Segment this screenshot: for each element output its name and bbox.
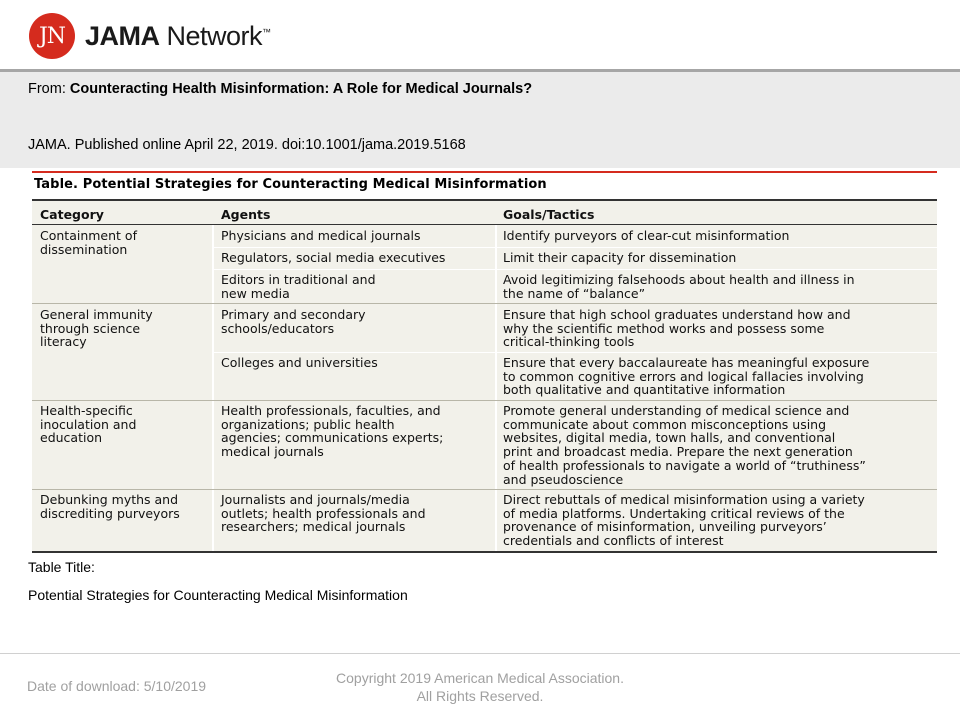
goals-cell: Avoid legitimizing falsehoods about health and illness in the name of “balance” <box>503 272 855 301</box>
goals-cell: Identify purveyors of clear-cut misinformation <box>503 228 790 243</box>
logo-wordmark: JAMA Network™ <box>85 20 271 51</box>
row-divider <box>214 247 937 248</box>
category-cell: Containment of dissemination <box>40 228 137 257</box>
agents-cell: Primary and secondary schools/educators <box>221 307 366 336</box>
column-divider <box>495 401 497 489</box>
download-date: Date of download: 5/10/2019 <box>27 678 207 694</box>
agents-cell: Journalists and journals/media outlets; health professionals and researchers; medical journals <box>221 492 426 535</box>
jn-logo-icon: JN <box>29 13 75 59</box>
table-title-label: Table Title: <box>28 559 95 575</box>
footer-divider <box>0 653 960 654</box>
category-cell: Debunking myths and discrediting purveyors <box>40 492 180 521</box>
agents-cell: Editors in traditional and new media <box>221 272 376 301</box>
category-cell: General immunity through science literacy <box>40 307 153 350</box>
category-cell: Health-specific inoculation and education <box>40 403 137 446</box>
goals-cell: Ensure that every baccalaureate has meaningful exposure to common cognitive errors and logical fallacies involving both qualitative and quantitative information <box>503 355 870 398</box>
agents-cell: Health professionals, faculties, and organizations; public health agencies; communications experts; medical journals <box>221 403 444 460</box>
agents-cell: Regulators, social media executives <box>221 250 446 265</box>
column-header-goals: Goals/Tactics <box>503 207 595 222</box>
copyright-notice: Copyright 2019 American Medical Association. All Rights Reserved. <box>336 670 624 704</box>
agents-cell: Physicians and medical journals <box>221 228 421 243</box>
column-header-agents: Agents <box>221 207 271 222</box>
article-from-line: From: Counteracting Health Misinformation: A Role for Medical Journals? <box>28 81 533 97</box>
column-divider <box>212 401 214 489</box>
table-bottom-rule <box>32 551 937 553</box>
goals-cell: Ensure that high school graduates understand how and why the scientific method works and possess some critical-thinking tools <box>503 307 851 350</box>
column-divider <box>495 225 497 303</box>
table-title-text: Potential Strategies for Counteracting Medical Misinformation <box>28 587 408 603</box>
figure-title: Table. Potential Strategies for Counteracting Medical Misinformation <box>34 177 547 192</box>
goals-cell: Limit their capacity for dissemination <box>503 250 737 265</box>
column-divider <box>495 490 497 551</box>
jama-network-logo <box>29 12 271 60</box>
figure-top-rule <box>32 171 937 173</box>
table-figure <box>32 171 937 553</box>
article-title: Counteracting Health Misinformation: A Role for Medical Journals? <box>69 81 533 97</box>
row-divider <box>214 269 937 270</box>
goals-cell: Direct rebuttals of medical misinformation using a variety of media platforms. Undertaking critical reviews of the provenance of misinformation, unveiling purveyors’ credentials and conflicts of interest <box>503 492 865 549</box>
column-header-category: Category <box>40 207 104 222</box>
column-divider <box>212 225 214 303</box>
column-divider <box>212 490 214 551</box>
goals-cell: Promote general understanding of medical science and communicate about common misconceptions using websites, digital media, town halls, and conventional print and broadcast media. Prepare the next generation of health professionals to navigate a world of “truthiness” and pseudoscience <box>503 403 866 487</box>
table-header-row <box>32 201 937 224</box>
agents-cell: Colleges and universities <box>221 355 378 370</box>
article-citation: JAMA. Published online April 22, 2019. doi:10.1001/jama.2019.5168 <box>28 137 466 153</box>
row-divider <box>214 352 937 353</box>
